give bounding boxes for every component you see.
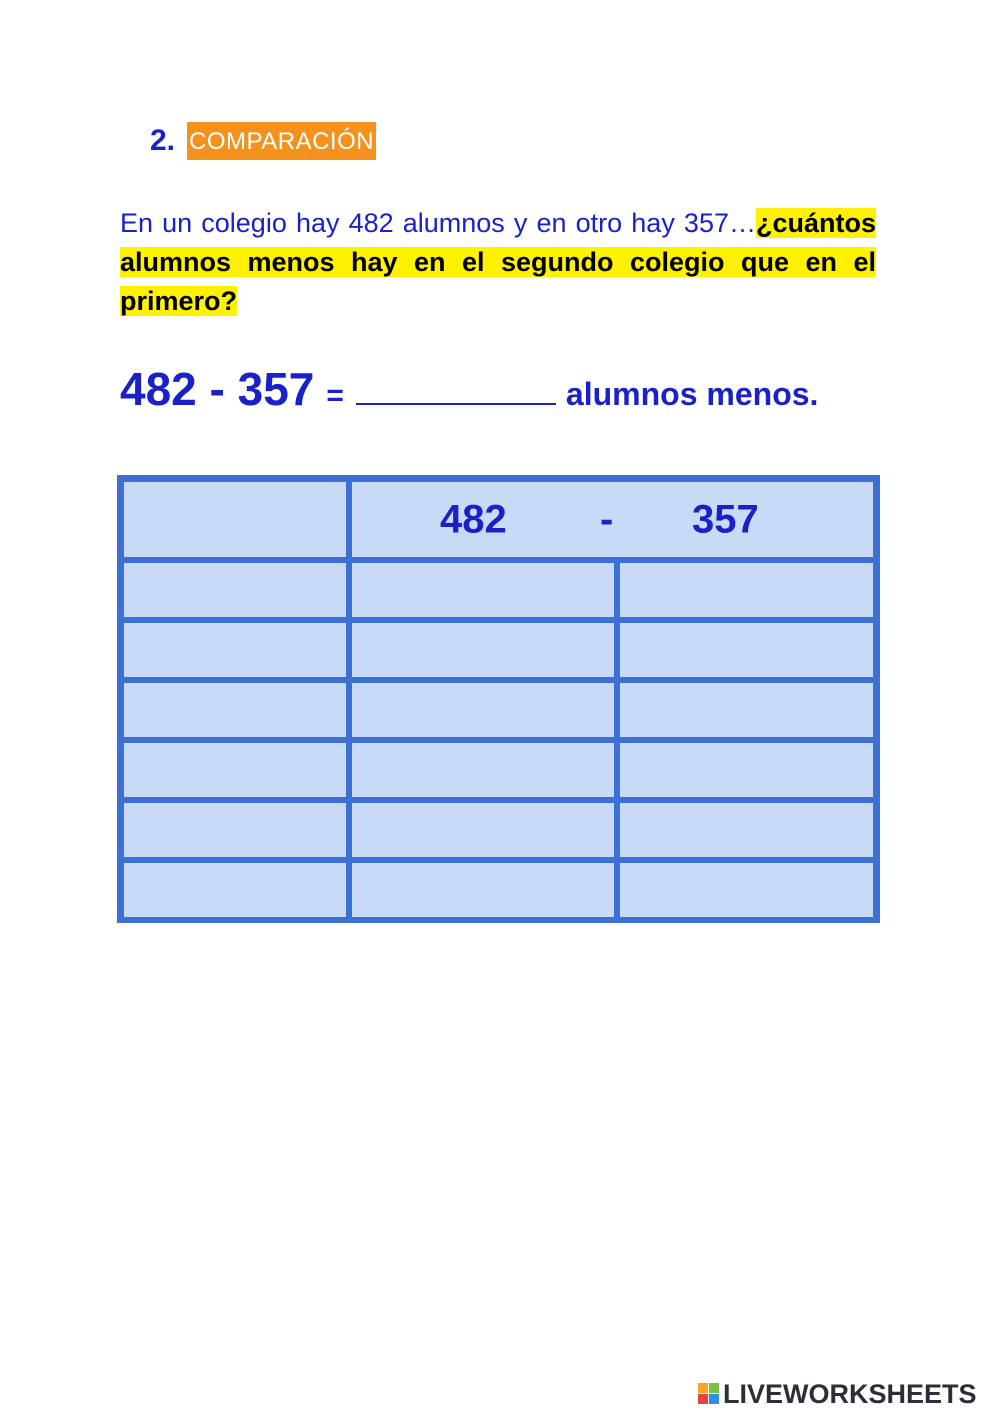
header-left-cell[interactable] [124, 482, 346, 557]
answer-blank[interactable] [356, 402, 556, 405]
subtraction-grid [117, 475, 880, 923]
grid-cell[interactable] [620, 743, 873, 797]
grid-cell[interactable] [352, 683, 614, 737]
operator-sign: - [600, 497, 614, 541]
equation-expression: 482 - 357 [120, 363, 315, 415]
grid-cell[interactable] [124, 803, 346, 857]
subtrahend-value: 357 [692, 497, 759, 541]
grid-cell[interactable] [620, 683, 873, 737]
exercise-title: COMPARACIÓN [187, 122, 376, 160]
grid-cell[interactable] [352, 623, 614, 677]
liveworksheets-logo [698, 1378, 977, 1410]
logo-mark-icon [698, 1383, 720, 1405]
equation-suffix: alumnos menos. [565, 376, 819, 412]
grid-cell[interactable] [124, 623, 346, 677]
grid-cell[interactable] [352, 803, 614, 857]
grid-cell[interactable] [352, 863, 614, 917]
grid-cell[interactable] [620, 863, 873, 917]
problem-intro: En un colegio hay 482 alumnos y en otro hay 357… [120, 208, 756, 238]
grid-cell[interactable] [620, 623, 873, 677]
exercise-number: 2. [150, 124, 176, 157]
grid-cell[interactable] [124, 743, 346, 797]
grid-cell[interactable] [352, 563, 614, 617]
equals-sign: = [326, 379, 344, 412]
problem-statement [120, 204, 876, 321]
minuend-value: 482 [440, 497, 507, 541]
logo-text: LIVEWORKSHEETS [723, 1378, 977, 1409]
grid-cell[interactable] [352, 743, 614, 797]
problem-question: ¿cuántos alumnos menos hay en el segundo colegio que en el primero? [120, 208, 876, 316]
grid-cell[interactable] [124, 683, 346, 737]
header-operation-cell [352, 482, 873, 557]
exercise-heading [150, 120, 376, 162]
equation-line [120, 362, 818, 422]
grid-cell[interactable] [620, 803, 873, 857]
grid-cell[interactable] [124, 563, 346, 617]
grid-cell[interactable] [124, 863, 346, 917]
grid-cell[interactable] [620, 563, 873, 617]
